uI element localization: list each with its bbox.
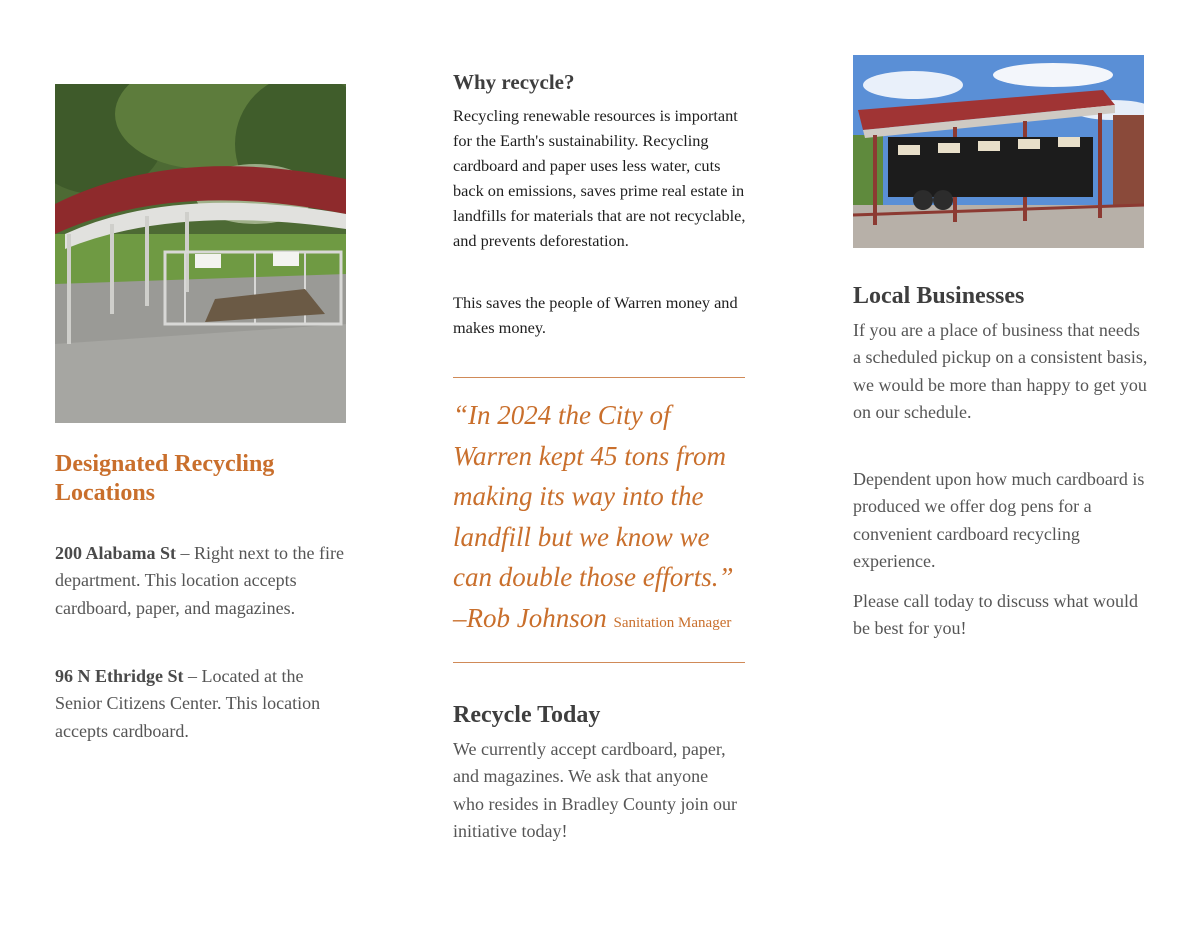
pull-quote	[453, 395, 753, 643]
recycling-trailer-photo	[853, 55, 1144, 248]
quote-author: –Rob Johnson	[453, 602, 607, 633]
location-description: Right next to the fire department. This location accepts cardboard, paper, and magazines.	[55, 543, 344, 618]
recycling-pen-photo	[55, 84, 346, 423]
businesses-paragraph: If you are a place of business that needs a scheduled pickup on a consistent basis, we would be more than happy to get you on our schedule.	[853, 320, 1148, 422]
local-businesses-heading: Local Businesses	[853, 283, 1025, 309]
call-today-paragraph: Please call today to discuss what would be best for you!	[853, 591, 1138, 639]
recycle-today-paragraph: We currently accept cardboard, paper, and magazines. We ask that anyone who resides in Bradley County join our initiative today!	[453, 739, 737, 841]
why-recycle-paragraph: Recycling renewable resources is important for the Earth's sustainability. Recycling cardboard and paper uses less water, cuts back on emissions, saves prime real estate in landfills for materials that are not recyclable, and prevents deforestation.	[453, 106, 746, 250]
quote-author-role: Sanitation Manager	[613, 614, 732, 631]
location-address: 96 N Ethridge St	[55, 666, 184, 686]
location-item	[55, 540, 345, 622]
location-description: Located at the Senior Citizens Center. This location accepts cardboard.	[55, 666, 321, 741]
location-separator: –	[176, 543, 195, 563]
location-item	[55, 663, 335, 745]
dog-pens-paragraph: Dependent upon how much cardboard is produced we offer dog pens for a convenient cardboard recycling experience.	[853, 469, 1145, 571]
designated-locations-heading: Designated Recycling Locations	[55, 451, 275, 506]
quote-bottom-rule	[453, 662, 745, 663]
location-separator: –	[183, 666, 202, 686]
quote-top-rule	[453, 377, 745, 378]
savings-paragraph: This saves the people of Warren money and makes money.	[453, 293, 738, 337]
quote-text: “In 2024 the City of Warren kept 45 tons from making its way into the landfill but we know we can double those efforts.”	[453, 400, 734, 592]
location-address: 200 Alabama St	[55, 543, 177, 563]
why-recycle-heading: Why recycle?	[453, 70, 575, 94]
recycle-today-heading: Recycle Today	[453, 702, 601, 728]
